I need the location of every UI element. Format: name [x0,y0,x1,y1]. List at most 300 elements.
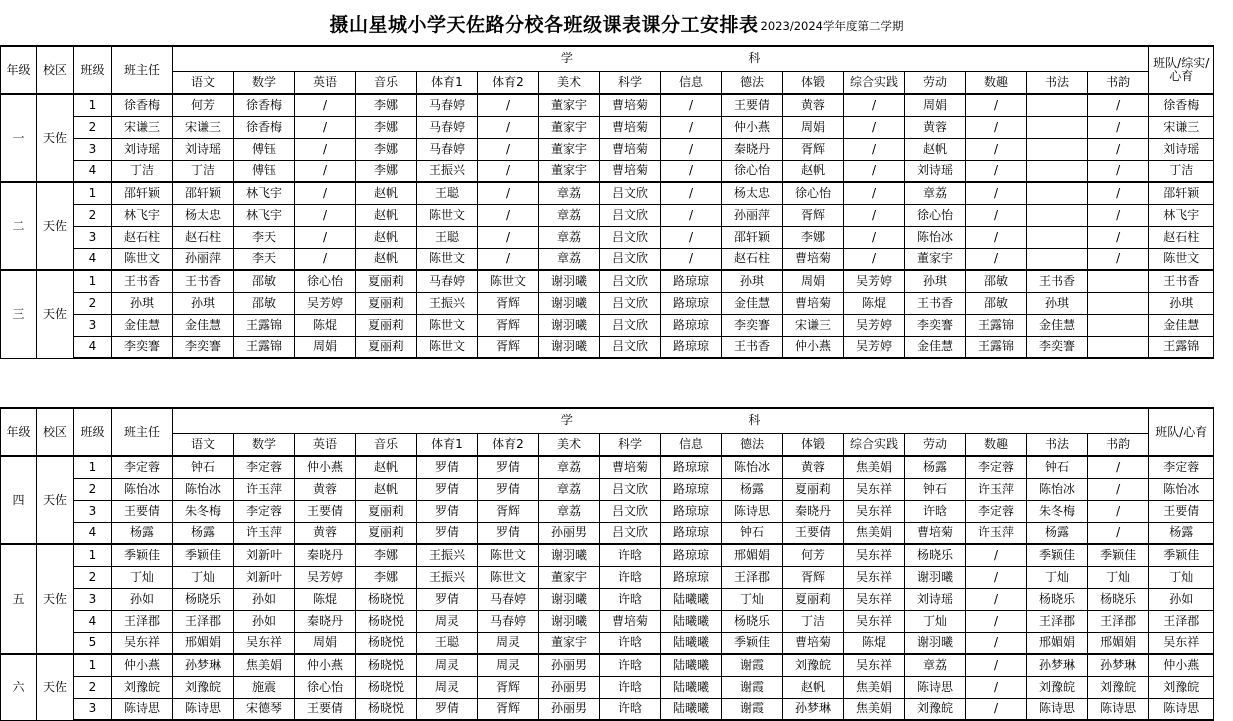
subject-teacher: 王聪 [417,182,478,204]
homeroom-duty-teacher: 王露锦 [1149,336,1214,358]
subject-teacher: / [844,204,905,226]
subject-teacher: 邢媚娟 [1088,632,1149,654]
subject-teacher: 吕文欣 [600,204,661,226]
subject-teacher: 罗倩 [417,698,478,720]
subject-teacher: 杨晓乐 [1027,588,1088,610]
subject-teacher: 孙梦琳 [1088,654,1149,676]
subject-teacher: 陆曦曦 [661,632,722,654]
subject-teacher: 孙琪 [173,292,234,314]
subject-teacher: 傅钰 [234,138,295,160]
subject-teacher: 李定蓉 [966,500,1027,522]
subject-teacher: 谢羽曦 [539,270,600,292]
subject-teacher: 周灵 [417,654,478,676]
homeroom-teacher: 孙琪 [112,292,173,314]
header-subject: 英语 [295,433,356,456]
header-subject: 综合实践 [844,71,905,94]
subject-teacher: 赵石柱 [722,248,783,270]
header-subject: 美术 [539,433,600,456]
class-number: 3 [74,500,112,522]
subject-teacher: 王聪 [417,226,478,248]
subject-teacher: / [966,226,1027,248]
subject-teacher: 黄蓉 [295,522,356,544]
schedule-table-2 [0,407,1214,721]
subject-teacher: 杨晓悦 [356,632,417,654]
subject-teacher: 王露锦 [234,314,295,336]
subject-teacher: 刘新叶 [234,566,295,588]
subject-teacher: 吴东祥 [844,500,905,522]
subject-teacher: 焦美娟 [844,522,905,544]
subject-teacher: 曹培菊 [600,116,661,138]
header-subject: 音乐 [356,71,417,94]
subject-teacher: 李奕謇 [173,336,234,358]
subject-teacher: 丁灿 [722,588,783,610]
subject-teacher: 陈世文 [417,248,478,270]
header-teacher: 班主任 [112,46,173,94]
subject-teacher: 邵轩颖 [722,226,783,248]
subject-teacher: 邵敏 [966,292,1027,314]
subject-teacher: 曹培菊 [783,632,844,654]
subject-teacher: 赵帆 [356,248,417,270]
subject-teacher: 黄蓉 [783,456,844,478]
subject-teacher: 马春婷 [417,116,478,138]
homeroom-teacher: 丁洁 [112,160,173,182]
table-row [1,522,1214,544]
subject-teacher: 陈焜 [295,588,356,610]
header-row-subjects [1,71,1214,94]
subject-teacher: 曹培菊 [600,610,661,632]
subject-teacher: / [295,226,356,248]
subject-teacher: 许玉萍 [234,522,295,544]
subject-teacher: 徐香梅 [234,116,295,138]
subject-teacher: 胥辉 [478,676,539,698]
campus-name: 天佐 [37,654,74,720]
homeroom-teacher: 丁灿 [112,566,173,588]
subject-teacher: / [1088,182,1149,204]
header-subject: 劳动 [905,433,966,456]
subject-teacher: 刘豫皖 [783,654,844,676]
subject-teacher: 许晗 [600,698,661,720]
subject-teacher: 王要倩 [722,94,783,116]
subject-teacher [1088,314,1149,336]
subject-teacher: 王露锦 [966,336,1027,358]
subject-teacher: / [1088,456,1149,478]
header-subject: 美术 [539,71,600,94]
subject-teacher: / [295,182,356,204]
subject-teacher [1088,270,1149,292]
subject-teacher: 季颖佳 [722,632,783,654]
subject-teacher: 邢媚娟 [722,544,783,566]
subject-teacher: 章荔 [905,182,966,204]
subject-teacher: 李娜 [356,566,417,588]
header-subject: 语文 [173,433,234,456]
subject-teacher: 王要倩 [295,500,356,522]
homeroom-duty-teacher: 陈诗思 [1149,698,1214,720]
subject-teacher: 赵帆 [905,138,966,160]
subject-teacher: 刘豫皖 [1027,676,1088,698]
subject-teacher: 宋谦三 [173,116,234,138]
subject-teacher: 赵帆 [783,676,844,698]
subject-teacher: 许玉萍 [966,478,1027,500]
table-row [1,226,1214,248]
header-subject: 音乐 [356,433,417,456]
subject-teacher: 傅钰 [234,160,295,182]
class-number: 2 [74,292,112,314]
homeroom-duty-teacher: 邵轩颖 [1149,182,1214,204]
subject-teacher: 谢羽曦 [539,610,600,632]
subject-teacher: 李奕謇 [722,314,783,336]
homeroom-teacher: 赵石柱 [112,226,173,248]
subject-teacher: 李定蓉 [234,500,295,522]
subject-teacher: 吴东祥 [844,588,905,610]
subject-teacher: 章荔 [539,500,600,522]
subject-teacher: 焦美娟 [844,698,905,720]
subject-teacher: 章荔 [539,248,600,270]
subject-teacher: / [966,116,1027,138]
subject-teacher: 陈怡冰 [905,226,966,248]
subject-teacher [1027,226,1088,248]
subject-teacher: 曹培菊 [600,94,661,116]
subject-teacher: 何芳 [783,544,844,566]
subject-teacher: 董家宇 [539,116,600,138]
header-subject: 信息 [661,71,722,94]
subject-teacher: 杨太忠 [722,182,783,204]
table-row [1,588,1214,610]
class-number: 3 [74,138,112,160]
subject-teacher: 吴芳婷 [844,336,905,358]
subject-teacher: 胥辉 [783,138,844,160]
homeroom-teacher: 仲小燕 [112,654,173,676]
homeroom-teacher: 邵轩颖 [112,182,173,204]
subject-teacher: 金佳慧 [722,292,783,314]
table-row [1,566,1214,588]
header-subject: 数趣 [966,71,1027,94]
subject-teacher: / [295,160,356,182]
subject-teacher: 黄蓉 [783,94,844,116]
subject-teacher: 曹培菊 [600,138,661,160]
subject-teacher: / [295,94,356,116]
subject-teacher: 孙梦琳 [1027,654,1088,676]
subject-teacher: 王露锦 [234,336,295,358]
subject-teacher: 吕文欣 [600,314,661,336]
subject-teacher: / [966,182,1027,204]
subject-teacher: / [661,182,722,204]
header-subject: 信息 [661,433,722,456]
subject-teacher: 谢霞 [722,676,783,698]
grade-name: 六 [1,654,37,720]
subject-teacher: 路琼琼 [661,292,722,314]
subject-teacher: 陈焜 [844,292,905,314]
subject-teacher: 陆曦曦 [661,654,722,676]
homeroom-teacher: 王要倩 [112,500,173,522]
homeroom-teacher: 王泽郡 [112,610,173,632]
grade-name: 三 [1,270,37,358]
subject-teacher: 杨晓悦 [356,698,417,720]
homeroom-teacher: 宋谦三 [112,116,173,138]
subject-teacher: / [661,160,722,182]
subject-teacher: 邵敏 [966,270,1027,292]
class-number: 1 [74,182,112,204]
subject-teacher: / [966,94,1027,116]
header-teacher: 班主任 [112,408,173,456]
subject-teacher: 李娜 [356,138,417,160]
subject-teacher: 黄蓉 [295,478,356,500]
subject-teacher: 周娟 [905,94,966,116]
subject-teacher: 吴芳婷 [844,314,905,336]
table-row [1,94,1214,116]
subject-teacher: 罗倩 [478,456,539,478]
homeroom-duty-teacher: 王要倩 [1149,500,1214,522]
subject-teacher: / [1088,160,1149,182]
subject-teacher: 秦晓丹 [783,500,844,522]
header-campus: 校区 [37,46,74,94]
homeroom-duty-teacher: 陈怡冰 [1149,478,1214,500]
subject-teacher: 周娟 [295,336,356,358]
homeroom-teacher: 吴东祥 [112,632,173,654]
subject-teacher: / [966,588,1027,610]
subject-teacher: 钟石 [722,522,783,544]
class-number: 2 [74,204,112,226]
subject-teacher: 许晗 [905,500,966,522]
subject-teacher: 仲小燕 [295,456,356,478]
homeroom-duty-teacher: 季颖佳 [1149,544,1214,566]
campus-name: 天佐 [37,94,74,182]
subject-teacher: 丁灿 [173,566,234,588]
subject-teacher: / [966,566,1027,588]
subject-teacher: 赵帆 [356,204,417,226]
subject-teacher: / [844,226,905,248]
class-number: 4 [74,522,112,544]
homeroom-duty-teacher: 赵石柱 [1149,226,1214,248]
subject-teacher: 陈焜 [844,632,905,654]
subject-teacher: 吴东祥 [234,632,295,654]
page-title: 摄山星城小学天佐路分校各班级课表课分工安排表 [329,13,759,36]
subject-teacher: 许晗 [600,566,661,588]
subject-teacher: / [478,160,539,182]
subject-teacher: / [966,204,1027,226]
subject-teacher: 谢霞 [722,698,783,720]
subject-teacher: 吴东祥 [844,544,905,566]
subject-teacher: 章荔 [539,182,600,204]
subject-teacher: 王泽郡 [1088,610,1149,632]
subject-teacher: 孙丽男 [539,522,600,544]
subject-teacher: 马春婷 [478,610,539,632]
subject-teacher: 杨晓悦 [356,610,417,632]
subject-teacher: / [844,116,905,138]
class-number: 3 [74,226,112,248]
subject-teacher: 孙梦琳 [783,698,844,720]
homeroom-teacher: 陈怡冰 [112,478,173,500]
homeroom-duty-teacher: 金佳慧 [1149,314,1214,336]
header-class: 班级 [74,46,112,94]
table-row [1,478,1214,500]
class-number: 1 [74,544,112,566]
homeroom-duty-teacher: 孙如 [1149,588,1214,610]
subject-teacher: 罗倩 [417,500,478,522]
subject-teacher: 罗倩 [417,478,478,500]
subject-teacher: 陈诗思 [905,676,966,698]
subject-teacher: 吴芳婷 [295,566,356,588]
homeroom-duty-teacher: 孙琪 [1149,292,1214,314]
class-number: 2 [74,676,112,698]
subject-teacher: 董家宇 [539,160,600,182]
subject-teacher: 杨露 [722,478,783,500]
header-subject: 劳动 [905,71,966,94]
subject-teacher: 夏丽莉 [356,270,417,292]
homeroom-duty-teacher: 王泽郡 [1149,610,1214,632]
subject-teacher: 王聪 [417,632,478,654]
subject-teacher: 钟石 [905,478,966,500]
subject-teacher [1027,160,1088,182]
grade-name: 一 [1,94,37,182]
subject-teacher: / [661,248,722,270]
subject-teacher: 路琼琼 [661,544,722,566]
subject-teacher: 夏丽莉 [356,522,417,544]
subject-teacher: 焦美娟 [234,654,295,676]
subject-teacher: 夏丽莉 [356,336,417,358]
subject-teacher [1027,116,1088,138]
subject-teacher: / [478,138,539,160]
homeroom-duty-teacher: 宋谦三 [1149,116,1214,138]
subject-teacher [1027,138,1088,160]
subject-teacher: 孙琪 [1027,292,1088,314]
subject-teacher: 陈世文 [417,336,478,358]
header-subject: 数学 [234,433,295,456]
subject-teacher: / [844,160,905,182]
subject-teacher: / [966,248,1027,270]
page-subtitle: 2023/2024学年度第二学期 [760,18,904,33]
subject-teacher: / [966,676,1027,698]
subject-teacher: 谢羽曦 [905,566,966,588]
subject-teacher: 夏丽莉 [356,314,417,336]
class-number: 1 [74,270,112,292]
subject-teacher: / [295,248,356,270]
subject-teacher: 王书香 [905,292,966,314]
header-subject: 书法 [1027,433,1088,456]
subject-teacher: 刘豫皖 [173,676,234,698]
subject-teacher: / [295,204,356,226]
subject-teacher: 罗倩 [478,478,539,500]
subject-teacher: 陈怡冰 [173,478,234,500]
subject-teacher: / [966,698,1027,720]
homeroom-teacher: 刘诗瑶 [112,138,173,160]
subject-teacher: 王书香 [722,336,783,358]
subject-teacher: 王要倩 [295,698,356,720]
subject-teacher: / [661,116,722,138]
subject-teacher: 王书香 [1027,270,1088,292]
subject-teacher: / [1088,138,1149,160]
subject-teacher: 周娟 [295,632,356,654]
subject-teacher: / [1088,248,1149,270]
subject-teacher: 杨晓悦 [356,588,417,610]
subject-teacher: / [661,94,722,116]
subject-teacher: 李天 [234,248,295,270]
subject-teacher: 马春婷 [417,270,478,292]
subject-teacher: 丁灿 [905,610,966,632]
subject-teacher: 路琼琼 [661,478,722,500]
subject-teacher: 罗倩 [417,456,478,478]
subject-teacher: 董家宇 [539,94,600,116]
subject-teacher: 许晗 [600,654,661,676]
header-subject: 书法 [1027,71,1088,94]
subject-teacher: 季颖佳 [173,544,234,566]
subject-teacher: 曹培菊 [600,456,661,478]
subject-teacher: 马春婷 [478,588,539,610]
subject-teacher: 林飞宇 [234,182,295,204]
table-row [1,632,1214,654]
homeroom-duty-teacher: 丁洁 [1149,160,1214,182]
subject-teacher: 吴东祥 [844,610,905,632]
subject-teacher: 路琼琼 [661,566,722,588]
subject-teacher: / [844,138,905,160]
subject-teacher: 吕文欣 [600,270,661,292]
subject-teacher: 王振兴 [417,566,478,588]
subject-teacher: 夏丽莉 [356,292,417,314]
subject-teacher: 徐心怡 [295,270,356,292]
homeroom-duty-teacher: 丁灿 [1149,566,1214,588]
subject-teacher: 陈诗思 [173,698,234,720]
header-subject: 数学 [234,71,295,94]
header-subject: 体锻 [783,71,844,94]
subject-teacher: 丁洁 [173,160,234,182]
subject-teacher: 李定蓉 [234,456,295,478]
subject-teacher: 董家宇 [905,248,966,270]
subject-teacher: 谢羽曦 [905,632,966,654]
subject-teacher: 杨晓乐 [722,610,783,632]
subject-teacher: 陈诗思 [1027,698,1088,720]
header-subject: 书韵 [1088,71,1149,94]
subject-teacher: 丁洁 [783,610,844,632]
header-subject: 数趣 [966,433,1027,456]
subject-teacher: / [1088,500,1149,522]
subject-teacher: 胥辉 [478,500,539,522]
subject-teacher: 孙丽萍 [173,248,234,270]
subject-teacher: 赵帆 [356,182,417,204]
subject-teacher: 丁灿 [1027,566,1088,588]
homeroom-duty-teacher: 李定蓉 [1149,456,1214,478]
subject-teacher: / [1088,478,1149,500]
subject-teacher: 夏丽莉 [783,478,844,500]
subject-teacher: 赵帆 [356,456,417,478]
subject-teacher: 王泽郡 [173,610,234,632]
subject-teacher: 孙丽男 [539,654,600,676]
header-subject: 综合实践 [844,433,905,456]
subject-teacher: 王要倩 [783,522,844,544]
subject-teacher: 秦晓丹 [295,610,356,632]
subject-teacher: 季颖佳 [1088,544,1149,566]
subject-teacher: 陈怡冰 [1027,478,1088,500]
subject-teacher: 李娜 [356,116,417,138]
subject-teacher: 孙丽男 [539,676,600,698]
subject-teacher: 许晗 [600,544,661,566]
subject-teacher: / [478,182,539,204]
subject-teacher: 周娟 [783,116,844,138]
subject-teacher: 赵帆 [356,226,417,248]
subject-teacher: 章荔 [905,654,966,676]
subject-teacher: 吕文欣 [600,336,661,358]
header-row-top [1,46,1214,71]
subject-teacher: 钟石 [173,456,234,478]
header-subject: 科学 [600,433,661,456]
subject-teacher: 邵敏 [234,292,295,314]
subject-teacher: 曹培菊 [783,248,844,270]
subject-teacher: 王露锦 [966,314,1027,336]
subject-teacher: 董家宇 [539,632,600,654]
subject-teacher: 路琼琼 [661,500,722,522]
subject-teacher: 孙丽男 [539,698,600,720]
subject-teacher: 杨露 [905,456,966,478]
subject-teacher [1088,292,1149,314]
subject-teacher [1027,204,1088,226]
